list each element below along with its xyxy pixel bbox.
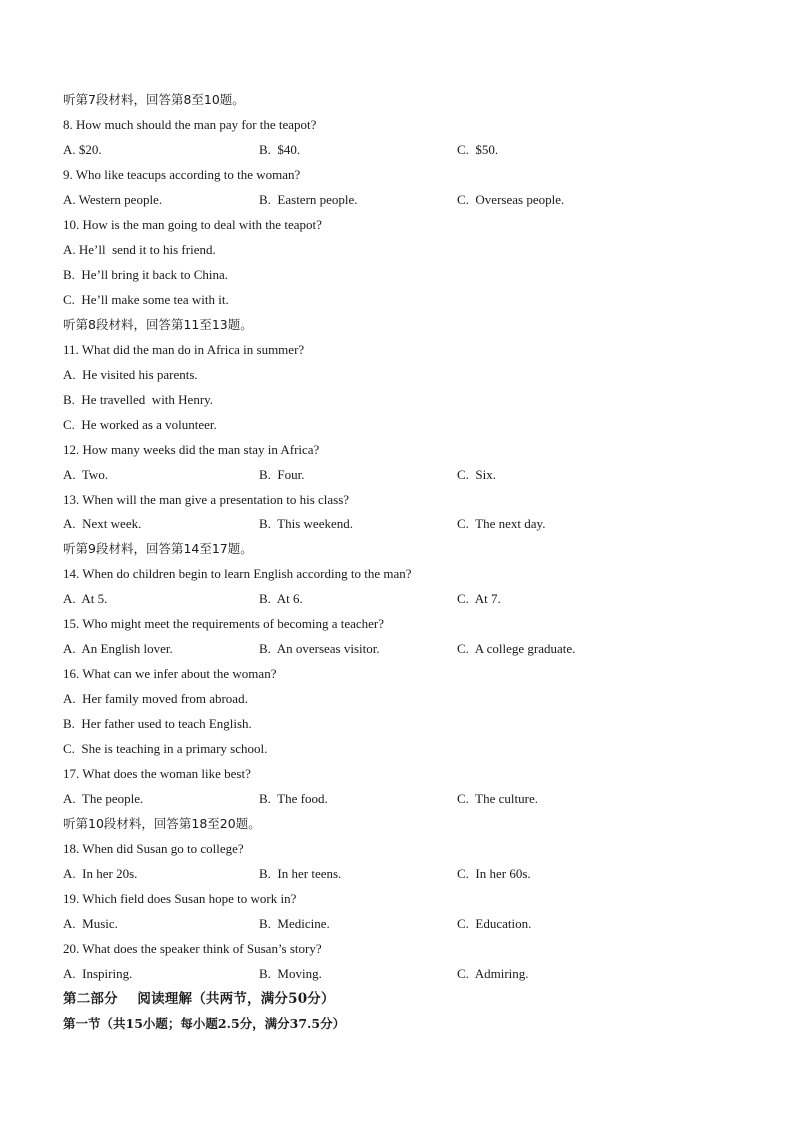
- answer-option: A. He’ll send it to his friend.: [63, 242, 216, 257]
- answer-option: C. She is teaching in a primary school.: [63, 741, 268, 756]
- option-a: A. Music.: [63, 916, 118, 931]
- listening-instruction: 听第7段材料，回答第8至10题。: [63, 92, 245, 107]
- options-row: [63, 641, 763, 657]
- option-c: C. Overseas people.: [457, 192, 565, 207]
- question-stem: 14. When do children begin to learn English according to the man?: [63, 566, 412, 581]
- option-a: A. In her 20s.: [63, 866, 138, 881]
- option-a: A. Two.: [63, 467, 109, 482]
- option-b: B. An overseas visitor.: [259, 641, 380, 656]
- options-row: [63, 516, 763, 532]
- answer-option: B. He travelled with Henry.: [63, 392, 214, 407]
- question-stem: 18. When did Susan go to college?: [63, 841, 244, 856]
- option-b: B. In her teens.: [259, 866, 342, 881]
- options-row: [63, 591, 763, 607]
- question-stem: 19. Which field does Susan hope to work in?: [63, 891, 297, 906]
- option-a: A. Next week.: [63, 516, 142, 531]
- option-a: A. Western people.: [63, 192, 163, 207]
- question-stem: 15. Who might meet the requirements of becoming a teacher?: [63, 616, 385, 631]
- option-a: A. The people.: [63, 791, 144, 806]
- option-c: C. At 7.: [457, 591, 501, 606]
- option-c: C. Admiring.: [457, 966, 529, 981]
- answer-option: A. Her family moved from abroad.: [63, 691, 248, 706]
- option-c: C. A college graduate.: [457, 641, 576, 656]
- option-b: B. At 6.: [259, 591, 303, 606]
- listening-instruction: 听第8段材料，回答第11至13题。: [63, 317, 253, 332]
- options-row: [63, 866, 763, 882]
- listening-instruction: 听第10段材料，回答第18至20题。: [63, 816, 261, 831]
- answer-option: C. He worked as a volunteer.: [63, 417, 217, 432]
- question-stem: 12. How many weeks did the man stay in Africa?: [63, 442, 320, 457]
- options-row: [63, 467, 763, 483]
- answer-option: C. He’ll make some tea with it.: [63, 292, 229, 307]
- options-row: [63, 791, 763, 807]
- option-a: A. An English lover.: [63, 641, 173, 656]
- answer-option: B. He’ll bring it back to China.: [63, 267, 229, 282]
- question-stem: 13. When will the man give a presentation to his class?: [63, 492, 350, 507]
- option-b: B. Medicine.: [259, 916, 330, 931]
- option-b: B. Moving.: [259, 966, 322, 981]
- option-c: C. Education.: [457, 916, 532, 931]
- options-row: [63, 142, 763, 158]
- question-stem: 11. What did the man do in Africa in summer?: [63, 342, 305, 357]
- option-c: C. $50.: [457, 142, 499, 157]
- option-b: B. This weekend.: [259, 516, 353, 531]
- option-c: C. Six.: [457, 467, 497, 482]
- options-row: [63, 916, 763, 932]
- option-c: C. The next day.: [457, 516, 546, 531]
- option-a: A. Inspiring.: [63, 966, 133, 981]
- option-b: B. Four.: [259, 467, 305, 482]
- answer-option: B. Her father used to teach English.: [63, 716, 252, 731]
- option-c: C. In her 60s.: [457, 866, 531, 881]
- section-heading: 第二部分 阅读理解（共两节，满分50分）: [63, 991, 335, 1007]
- option-a: A. $20.: [63, 142, 102, 157]
- question-stem: 20. What does the speaker think of Susan’s story?: [63, 941, 322, 956]
- options-row: [63, 192, 763, 208]
- question-stem: 16. What can we infer about the woman?: [63, 666, 277, 681]
- option-c: C. The culture.: [457, 791, 538, 806]
- subsection-heading: 第一节（共15小题；每小题2.5分，满分37.5分）: [63, 1016, 346, 1031]
- option-b: B. $40.: [259, 142, 301, 157]
- option-b: B. Eastern people.: [259, 192, 358, 207]
- listening-instruction: 听第9段材料，回答第14至17题。: [63, 541, 253, 556]
- question-stem: 10. How is the man going to deal with the teapot?: [63, 217, 322, 232]
- option-b: B. The food.: [259, 791, 328, 806]
- question-stem: 17. What does the woman like best?: [63, 766, 251, 781]
- answer-option: A. He visited his parents.: [63, 367, 198, 382]
- question-stem: 8. How much should the man pay for the teapot?: [63, 117, 317, 132]
- options-row: [63, 966, 763, 982]
- question-stem: 9. Who like teacups according to the woman?: [63, 167, 301, 182]
- option-a: A. At 5.: [63, 591, 108, 606]
